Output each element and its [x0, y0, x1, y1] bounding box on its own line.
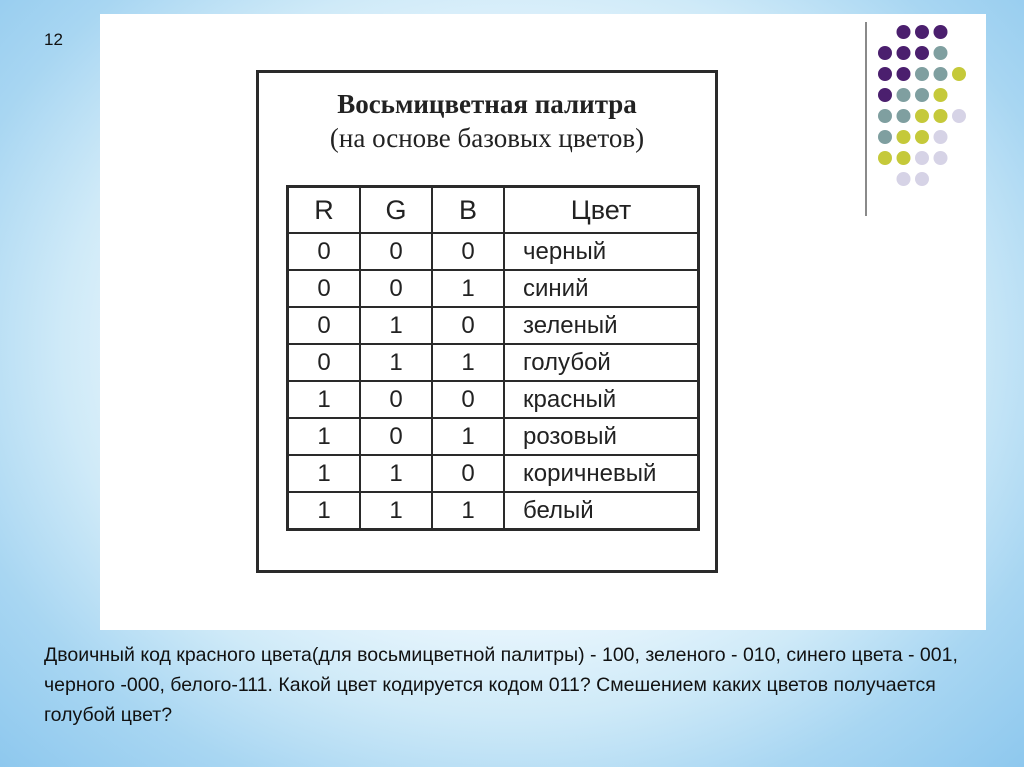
decor-dot	[897, 109, 911, 123]
cell-color-name: синий	[504, 270, 699, 307]
decorative-dots	[875, 22, 985, 192]
cell-r: 1	[288, 381, 361, 418]
decor-dot	[878, 151, 892, 165]
decor-dot	[934, 109, 948, 123]
cell-r: 0	[288, 270, 361, 307]
cell-g: 0	[360, 233, 432, 270]
table-row	[288, 418, 699, 455]
cell-color-name: розовый	[504, 418, 699, 455]
decor-dot	[915, 109, 929, 123]
table-row	[288, 307, 699, 344]
cell-b: 1	[432, 492, 504, 530]
cell-color-name: белый	[504, 492, 699, 530]
cell-r: 0	[288, 307, 361, 344]
palette-figure	[256, 70, 718, 573]
decor-dot	[934, 46, 948, 60]
decor-dot	[897, 25, 911, 39]
cell-color-name: красный	[504, 381, 699, 418]
header-r: R	[288, 187, 361, 234]
decorative-divider	[865, 22, 867, 216]
decor-dot	[897, 88, 911, 102]
decor-dot	[897, 67, 911, 81]
decor-dot	[878, 46, 892, 60]
decor-dot	[934, 88, 948, 102]
header-b: B	[432, 187, 504, 234]
decor-dot	[915, 25, 929, 39]
cell-g: 1	[360, 307, 432, 344]
decor-dot	[897, 172, 911, 186]
table-row	[288, 455, 699, 492]
decor-dot	[934, 67, 948, 81]
decor-dot	[952, 109, 966, 123]
decor-dot	[897, 46, 911, 60]
palette-title: Восьмицветная палитра	[337, 89, 637, 119]
cell-color-name: коричневый	[504, 455, 699, 492]
slide-number: 12	[44, 30, 63, 49]
cell-g: 1	[360, 344, 432, 381]
cell-color-name: голубой	[504, 344, 699, 381]
palette-table	[286, 185, 700, 531]
decor-dot	[934, 151, 948, 165]
decor-dot	[897, 151, 911, 165]
cell-r: 1	[288, 492, 361, 530]
cell-g: 1	[360, 492, 432, 530]
decor-dot	[878, 88, 892, 102]
cell-b: 0	[432, 455, 504, 492]
cell-g: 0	[360, 381, 432, 418]
question-text: Двоичный код красного цвета(для восьмицветной палитры) - 100, зеленого - 010, синего цвета - 001, черного -000, белого-111. Какой цвет кодируется кодом 011? Смешением каких цветов получается голубой цвет?	[44, 644, 958, 726]
table-row	[288, 344, 699, 381]
table-row	[288, 492, 699, 530]
cell-g: 0	[360, 418, 432, 455]
header-color: Цвет	[504, 187, 699, 234]
cell-r: 1	[288, 455, 361, 492]
decor-dot	[952, 67, 966, 81]
decor-dot	[915, 46, 929, 60]
decor-dot	[878, 67, 892, 81]
cell-g: 0	[360, 270, 432, 307]
cell-r: 0	[288, 344, 361, 381]
decor-dot	[915, 151, 929, 165]
cell-r: 1	[288, 418, 361, 455]
decor-dot	[878, 130, 892, 144]
decor-dot	[915, 88, 929, 102]
table-header-row	[288, 187, 699, 234]
decor-dot	[897, 130, 911, 144]
cell-b: 1	[432, 344, 504, 381]
palette-subtitle: (на основе базовых цветов)	[329, 123, 645, 153]
table-row	[288, 233, 699, 270]
cell-b: 0	[432, 307, 504, 344]
table-row	[288, 270, 699, 307]
decor-dot	[934, 25, 948, 39]
decor-dot	[934, 130, 948, 144]
decor-dot	[915, 67, 929, 81]
cell-b: 1	[432, 270, 504, 307]
header-g: G	[360, 187, 432, 234]
table-row	[288, 381, 699, 418]
cell-b: 0	[432, 381, 504, 418]
cell-r: 0	[288, 233, 361, 270]
decor-dot	[915, 172, 929, 186]
decor-dot	[878, 109, 892, 123]
cell-color-name: черный	[504, 233, 699, 270]
cell-b: 0	[432, 233, 504, 270]
cell-color-name: зеленый	[504, 307, 699, 344]
cell-b: 1	[432, 418, 504, 455]
cell-g: 1	[360, 455, 432, 492]
decor-dot	[915, 130, 929, 144]
